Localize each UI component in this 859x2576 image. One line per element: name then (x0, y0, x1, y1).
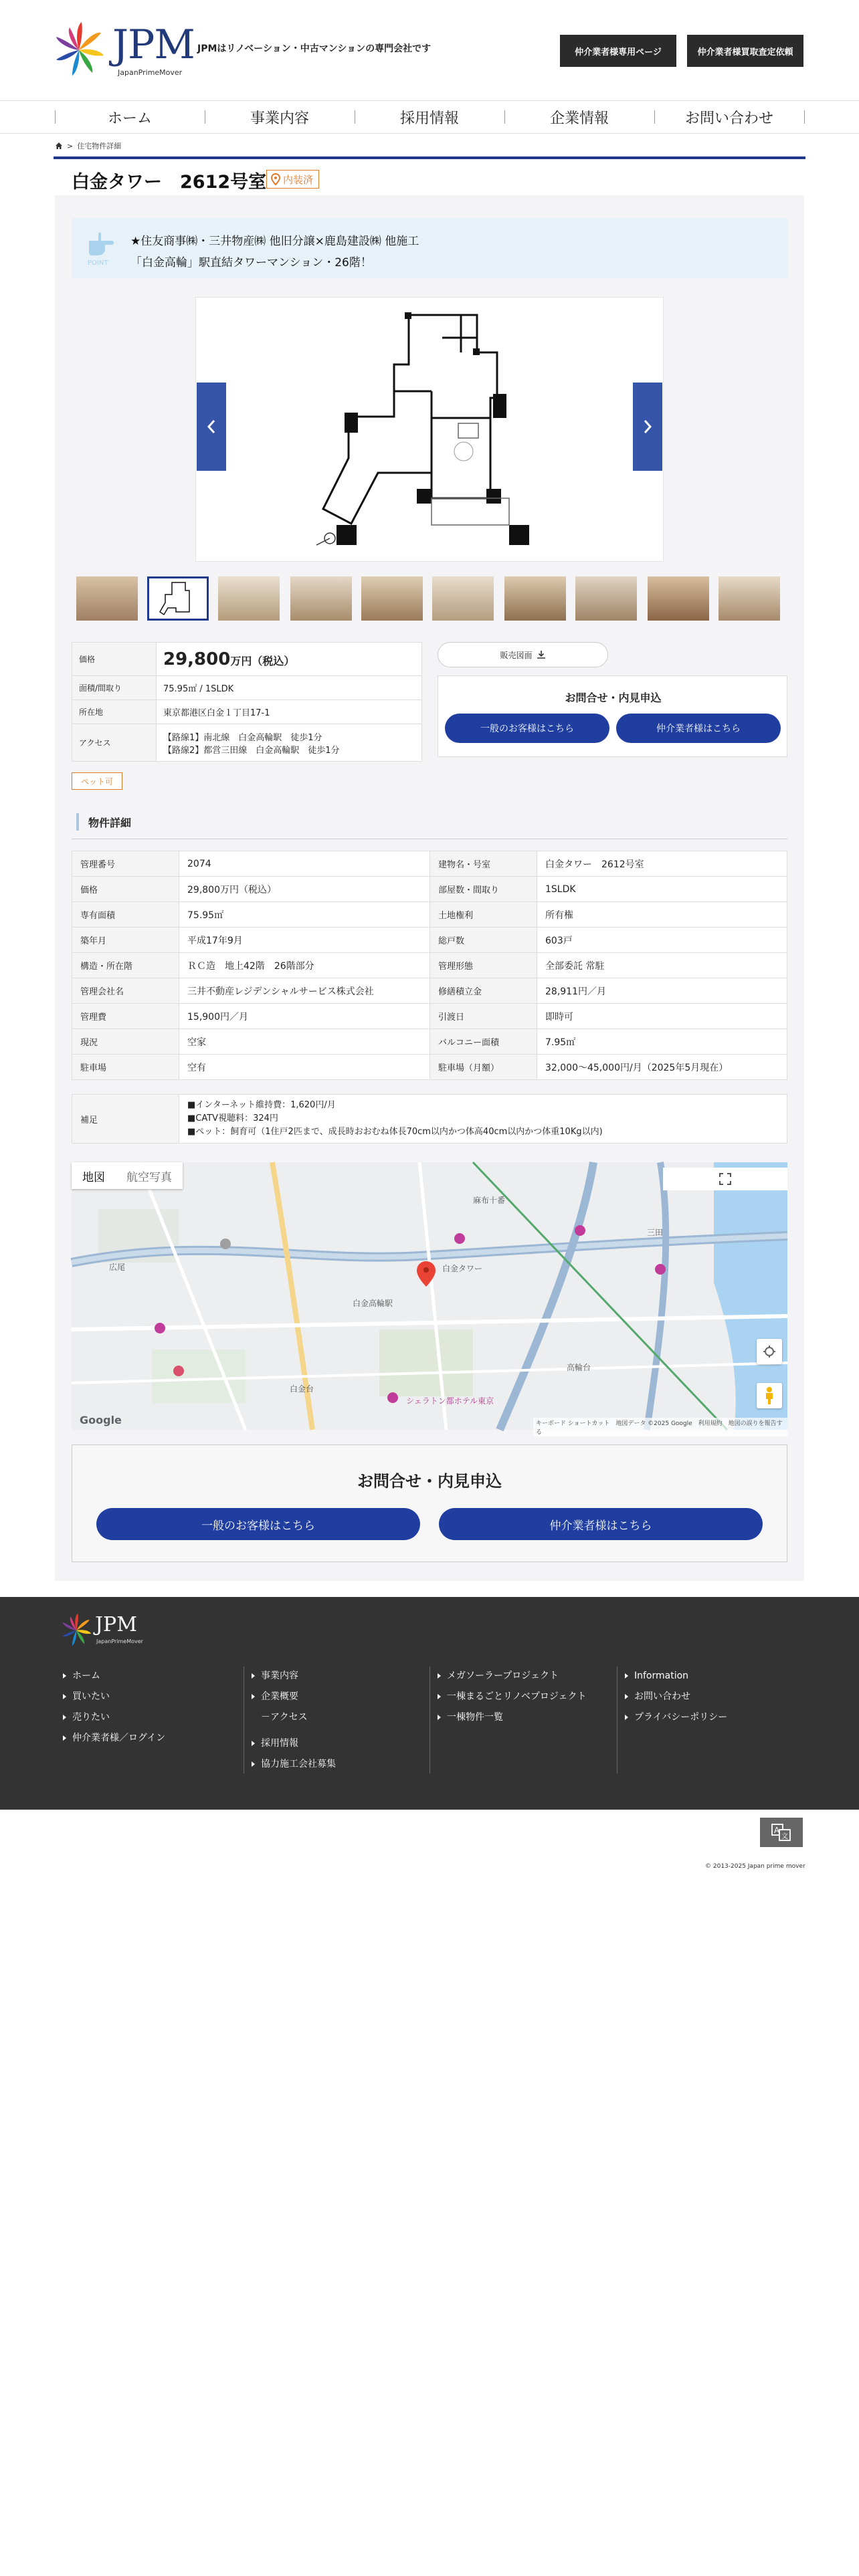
site-footer (0, 1597, 859, 1810)
map-pin-icon (271, 173, 280, 185)
details-row (72, 851, 787, 877)
footer-link-buy[interactable]: 買いたい (63, 1690, 165, 1711)
nav-home[interactable]: ホーム (107, 110, 152, 127)
details-row (72, 928, 787, 953)
area-value: 75.95㎡ / 1SLDK (157, 676, 422, 700)
details-row (72, 902, 787, 928)
details-label: 管理費 (72, 1004, 179, 1029)
footer-col-2 (252, 1669, 336, 1778)
footer-link-privacy[interactable]: プライバシーポリシー (625, 1711, 727, 1731)
details-value: 白金タワー 2612号室 (537, 851, 787, 877)
map-attribution[interactable]: キーボード ショートカット 地図データ ©2025 Google 利用規約 地図の誤りを報告する (533, 1418, 787, 1436)
footer-logo-subtext: JapanPrimeMover (96, 1638, 143, 1644)
map-label-hiroo: 広尾 (109, 1263, 126, 1272)
details-heading: 物件詳細 (76, 813, 131, 831)
details-label: 引渡日 (430, 1004, 537, 1029)
note-line: ■ペット：飼育可（1住戸2匹まで、成長時おおむね体長70cm以内かつ体高40cm以内かつ体重10Kg以内) (187, 1127, 603, 1137)
main-nav (0, 100, 859, 134)
map-label-shirokanedai: 白金台 (290, 1384, 314, 1394)
badge-label: 内装済 (283, 173, 314, 186)
thumbnail[interactable] (76, 576, 138, 621)
pointing-hand-icon (85, 230, 118, 267)
map-label-mita: 三田 (647, 1228, 664, 1237)
floor-plan-image (195, 297, 664, 562)
details-label: 価格 (72, 877, 179, 902)
pegman-icon (764, 1386, 775, 1405)
bottom-inquiry-box (72, 1444, 787, 1562)
thumbnail-floor-plan[interactable] (147, 576, 209, 621)
details-label: 管理番号 (72, 851, 179, 877)
thumbnail[interactable] (504, 576, 566, 621)
footer-link-company[interactable]: 企業概要 (252, 1690, 336, 1711)
map-fullscreen-bar (663, 1168, 787, 1190)
details-value: 平成17年9月 (179, 928, 430, 953)
logo-subtext: JapanPrimeMover (118, 68, 183, 77)
details-label: 駐車場 (72, 1055, 179, 1080)
footer-link-contact[interactable]: お問い合わせ (625, 1690, 727, 1711)
footer-link-access[interactable]: －アクセス (261, 1712, 308, 1723)
details-value: 28,911円／月 (537, 978, 787, 1004)
details-label: 修繕積立金 (430, 978, 537, 1004)
thumbnail[interactable] (290, 576, 352, 621)
footer-logo-text: JPM (95, 1613, 137, 1636)
map-tab-map[interactable]: 地図 (82, 1170, 105, 1184)
bottom-general-customer-button[interactable]: 一般のお客様はこちら (96, 1508, 420, 1540)
details-value: 全部委託 常駐 (537, 953, 787, 978)
details-label: 管理会社名 (72, 978, 179, 1004)
details-row (72, 877, 787, 902)
nav-separator (804, 110, 805, 124)
gallery-prev-button[interactable] (197, 383, 226, 471)
map-background (72, 1162, 787, 1430)
google-logo: Google (80, 1414, 122, 1426)
address-label: 所在地 (72, 700, 157, 724)
footer-link-building-list[interactable]: 一棟物件一覧 (438, 1711, 587, 1731)
details-row (72, 1055, 787, 1080)
agent-assessment-button[interactable]: 仲介業者様買取査定依頼 (687, 35, 803, 67)
details-row (72, 1029, 787, 1055)
site-header (0, 0, 859, 100)
details-label: 建物名・号室 (430, 851, 537, 877)
chevron-right-icon (642, 419, 653, 435)
footer-link-recruit[interactable]: 採用情報 (252, 1737, 336, 1757)
details-label: 現況 (72, 1029, 179, 1055)
svg-text:文: 文 (781, 1833, 788, 1840)
footer-link-home[interactable]: ホーム (63, 1669, 165, 1690)
floor-plan-drawing (196, 298, 664, 562)
price-value: 29,800 (163, 649, 231, 669)
agent-customer-button[interactable]: 仲介業者様はこちら (616, 714, 781, 743)
price-value-cell (157, 643, 422, 676)
translate-button[interactable] (760, 1818, 803, 1847)
details-label: 部屋数・間取り (430, 877, 537, 902)
map-label-takanawa: 高輪台 (567, 1363, 591, 1372)
map-label-station: 白金高輪駅 (353, 1299, 393, 1308)
point-box (72, 218, 787, 278)
jpm-logo[interactable] (54, 20, 195, 80)
footer-link-business[interactable]: 事業内容 (252, 1669, 336, 1690)
details-value: 1SLDK (537, 877, 787, 902)
footer-link-partners[interactable]: 協力施工会社募集 (252, 1757, 336, 1778)
thumbnail[interactable] (361, 576, 423, 621)
price-label: 価格 (72, 643, 157, 676)
footer-logo[interactable] (58, 1612, 151, 1649)
details-label: 土地権利 (430, 902, 537, 928)
title-divider (54, 156, 805, 159)
point-line-1: ★住友商事㈱・三井物産㈱ 他旧分譲×鹿島建設㈱ 他施工 (130, 235, 419, 248)
download-icon (537, 650, 546, 659)
thumbnail[interactable] (648, 576, 709, 621)
logo-text: JPM (112, 21, 195, 68)
home-icon[interactable] (55, 142, 63, 150)
breadcrumb-separator: > (67, 141, 74, 150)
details-value: 所有権 (537, 902, 787, 928)
floor-plan-thumbnail-icon (149, 578, 207, 619)
details-label: 管理形態 (430, 953, 537, 978)
details-label: 専有面積 (72, 902, 179, 928)
agent-page-button[interactable]: 仲介業者様専用ページ (560, 35, 676, 67)
footer-col-1 (63, 1669, 165, 1752)
bottom-agent-customer-button[interactable]: 仲介業者様はこちら (439, 1508, 763, 1540)
details-value: 2074 (179, 851, 430, 877)
footer-link-sell[interactable]: 売りたい (63, 1711, 165, 1731)
note-line: ■インターネット維持費：1,620円/月 (187, 1100, 336, 1110)
details-value: 32,000～45,000円/月（2025年5月現在） (537, 1055, 787, 1080)
details-label: バルコニー面積 (430, 1029, 537, 1055)
details-value: 7.95㎡ (537, 1029, 787, 1055)
translate-icon (771, 1824, 791, 1841)
map-label-azabu: 麻布十番 (473, 1196, 506, 1205)
access-line-1: 【路線1】南北線 白金高輪駅 徒歩1分 (163, 732, 322, 743)
thumbnail[interactable] (719, 576, 780, 621)
notes-value (179, 1095, 787, 1144)
svg-text:A: A (774, 1826, 780, 1835)
footer-link-mega-solar[interactable]: メガソーラープロジェクト (438, 1669, 587, 1690)
thumbnail[interactable] (575, 576, 637, 621)
details-value: 三井不動産レジデンシャルサービス株式会社 (179, 978, 430, 1004)
details-value: 75.95㎡ (179, 902, 430, 928)
gallery-thumbnails (76, 576, 785, 621)
crosshair-icon (763, 1345, 776, 1358)
header-tagline: JPMはリノベーション・中古マンションの専門会社です (197, 43, 432, 54)
sales-drawing-button[interactable] (438, 642, 608, 667)
details-label: 駐車場（月額） (430, 1055, 537, 1080)
footer-link-agent-login[interactable]: 仲介業者様／ログイン (63, 1731, 165, 1752)
details-value: 15,900円／月 (179, 1004, 430, 1029)
details-label: 築年月 (72, 928, 179, 953)
pet-allowed-tag: ペット可 (72, 772, 122, 790)
map-tab-aerial[interactable]: 航空写真 (126, 1170, 172, 1184)
details-value: 空有 (179, 1055, 430, 1080)
nav-contact[interactable]: お問い合わせ (684, 110, 773, 127)
street-view-button[interactable] (757, 1383, 782, 1408)
details-table (72, 851, 787, 1080)
nav-company[interactable]: 企業情報 (549, 110, 609, 127)
details-value: 空家 (179, 1029, 430, 1055)
copyright: © 2013-2025 Japan prime mover (705, 1863, 805, 1870)
details-value: 603戸 (537, 928, 787, 953)
nav-business[interactable]: 事業内容 (250, 110, 309, 127)
breadcrumb-current: 住宅物件詳細 (77, 142, 122, 150)
google-map[interactable] (72, 1162, 787, 1436)
note-line: ■CATV視聴料：324円 (187, 1113, 278, 1123)
area-label: 面積/間取り (72, 676, 157, 700)
thumbnail[interactable] (218, 576, 280, 621)
general-customer-button[interactable]: 一般のお客様はこちら (445, 714, 609, 743)
inquiry-title: お問合せ・内見申込 (565, 691, 662, 704)
map-type-tabs (72, 1162, 183, 1189)
access-line-2: 【路線2】都営三田線 白金高輪駅 徒歩1分 (163, 745, 340, 756)
fullscreen-icon (719, 1173, 731, 1185)
property-title: 白金タワー 2612号室 (72, 172, 267, 193)
footer-col-3 (438, 1669, 587, 1731)
interior-done-badge (266, 170, 319, 189)
price-unit: 万円（税込） (230, 654, 295, 667)
details-value: ＲＣ造 地上42階 26階部分 (179, 953, 430, 978)
footer-link-renovation-project[interactable]: 一棟まるごとリノベプロジェクト (438, 1690, 587, 1711)
notes-label: 補足 (72, 1095, 179, 1144)
fullscreen-button[interactable] (712, 1168, 738, 1190)
sales-drawing-label: 販売図面 (500, 650, 533, 660)
thumbnail[interactable] (432, 576, 494, 621)
summary-table (72, 642, 422, 762)
logo-flower-icon (54, 20, 107, 80)
address-value: 東京都港区白金１丁目17-1 (157, 700, 422, 724)
chevron-left-icon (206, 419, 217, 435)
footer-col-4 (625, 1669, 727, 1731)
notes-table (72, 1094, 787, 1144)
inquiry-box (438, 675, 787, 757)
map-label-tower: 白金タワー (442, 1264, 483, 1273)
breadcrumb (55, 140, 121, 151)
details-value: 29,800万円（税込） (179, 877, 430, 902)
details-label: 構造・所在階 (72, 953, 179, 978)
access-label: アクセス (72, 724, 157, 762)
point-label: POINT (88, 259, 108, 267)
details-value: 即時可 (537, 1004, 787, 1029)
details-row (72, 953, 787, 978)
footer-link-information[interactable]: Information (625, 1669, 727, 1690)
details-label: 総戸数 (430, 928, 537, 953)
details-row (72, 1004, 787, 1029)
point-line-2: 「白金高輪」駅直結タワーマンション・26階！ (130, 256, 372, 270)
footer-logo-flower-icon (58, 1612, 98, 1649)
details-row (72, 978, 787, 1004)
nav-recruit[interactable]: 採用情報 (399, 110, 459, 127)
access-value (157, 724, 422, 762)
bottom-inquiry-title: お問合せ・内見申込 (357, 1472, 502, 1491)
map-label-hotel: シェラトン都ホテル東京 (406, 1396, 494, 1406)
gallery-next-button[interactable] (633, 383, 662, 471)
map-recenter-button[interactable] (757, 1339, 782, 1364)
